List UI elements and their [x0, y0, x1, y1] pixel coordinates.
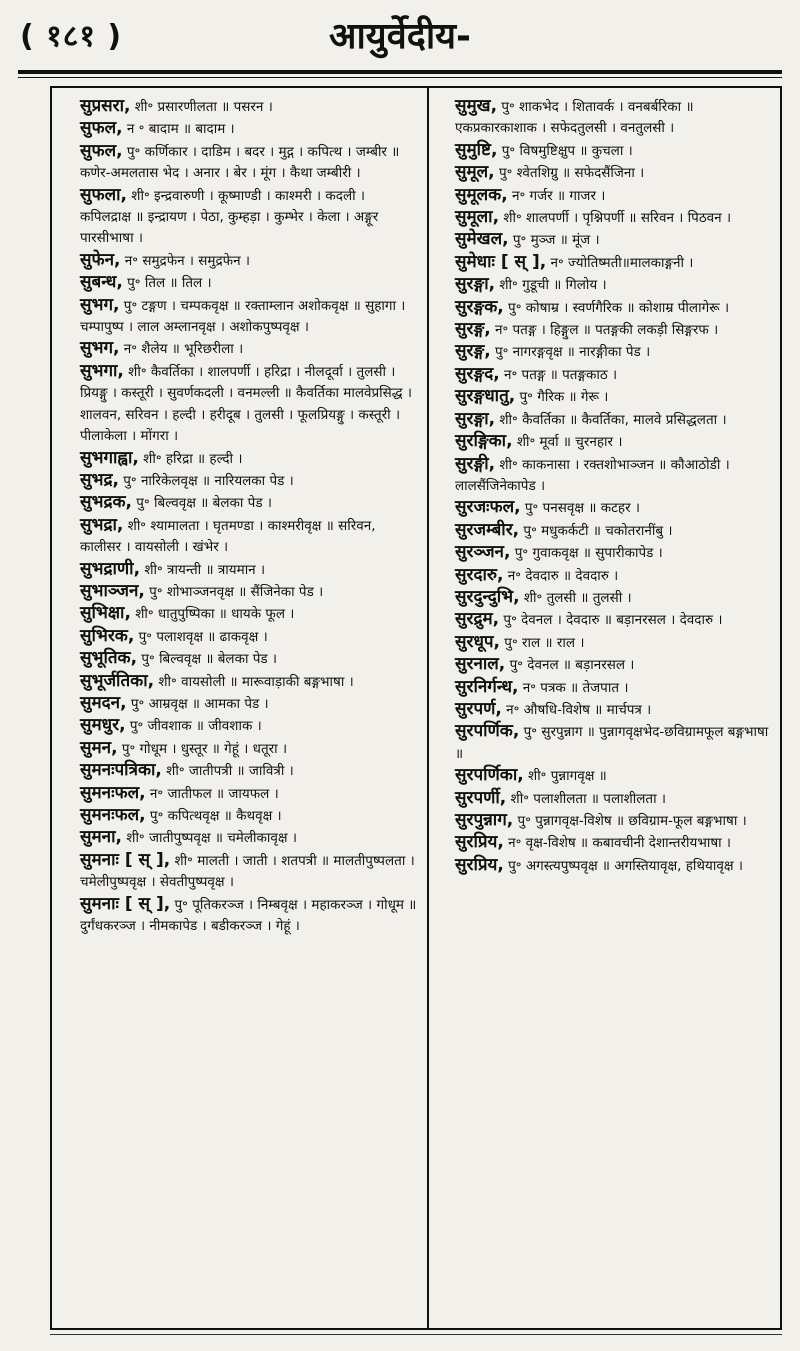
entry-headword: सुरङ्गद,	[455, 363, 500, 384]
entry-headword: सुमदन,	[80, 692, 127, 713]
entry-definition: न॰ शैलेय ॥ भूरिछरीला ।	[119, 341, 244, 358]
dictionary-entry	[455, 341, 773, 363]
entry-headword: सुमूलक,	[455, 184, 508, 205]
running-title: आयुर्वेदीय-	[329, 16, 471, 57]
dictionary-entry	[80, 827, 418, 849]
entry-definition: शी॰ त्रायन्ती ॥ त्रायमान ।	[140, 561, 266, 578]
dictionary-entry	[80, 448, 418, 470]
dictionary-entry	[80, 783, 418, 805]
entry-headword: सुरङ्गी,	[455, 453, 496, 474]
entry-definition: पु॰ टङ्गण । चम्पकवृक्ष ॥ रक्ताम्लान अशोकवृक्ष ॥ सुहागा । चम्पापुष्प । लाल अम्लानवृक्ष । अशोकपुष्पवृक्ष ।	[80, 297, 406, 336]
entry-headword: सुरनाल,	[455, 654, 506, 675]
entry-headword: सुरञ्जन,	[455, 542, 511, 563]
dictionary-entry	[80, 626, 418, 648]
entry-headword: सुफल,	[80, 140, 123, 161]
dictionary-entry	[80, 272, 418, 294]
dictionary-entry	[455, 162, 773, 184]
entry-definition: पु॰ पूतिकरञ्ज । निम्बवृक्ष । महाकरञ्ज । गोधूम ॥ दुर्गंधकरञ्ज । नीमकापेड । बडीकरञ्ज । गेहूं ।	[80, 896, 417, 935]
entry-definition: पु॰ शाकभेद । शितावर्क । वनबर्बरिका ॥ एकप्रकारकाशाक । सफेदतुलसी । वनतुलसी ।	[455, 99, 694, 137]
page-header	[0, 0, 800, 70]
dictionary-entry	[80, 470, 418, 492]
entry-definition: पु॰ गुवाकवृक्ष ॥ सुपारीकापेड ।	[510, 545, 663, 562]
entry-definition: पु॰ बिल्ववृक्ष ॥ बेलका पेड ।	[131, 495, 272, 512]
dictionary-entry	[455, 542, 773, 564]
entry-headword: सुभगा,	[80, 360, 124, 381]
dictionary-entry	[80, 338, 418, 360]
entry-headword: सुभूतिक,	[80, 648, 138, 669]
entry-headword: सुरप्रिय,	[455, 854, 504, 875]
entry-definition: न॰ वृक्ष-विशेष ॥ कबावचीनी देशान्तरीयभाषा ।	[503, 835, 732, 852]
entry-definition: पु॰ गोधूम । धुस्तूर ॥ गेहूं । धतूरा ।	[117, 740, 288, 757]
entry-headword: सुमना,	[80, 827, 122, 848]
entry-definition: शी॰ शालपर्णी । पृश्निपर्णी ॥ सरिवन । पिठवन ।	[499, 210, 732, 227]
entry-definition: न॰ औषधि-विशेष ॥ मार्चपत्र ।	[501, 701, 652, 718]
entry-headword: सुरङ्ग,	[455, 341, 491, 362]
entry-definition: शी॰ हरिद्रा ॥ हल्दी ।	[138, 450, 243, 467]
entry-headword: सुमन,	[80, 737, 118, 758]
entry-definition: शी॰ जातीपत्री ॥ जावित्री ।	[161, 763, 294, 780]
entry-definition: शी॰ श्यामालता । घृतमण्डा । काश्मरीवृक्ष ॥ सरिवन, कालीसर । वायसोली । खंभेर ।	[80, 517, 376, 556]
dictionary-entry	[455, 386, 773, 408]
dictionary-entry	[80, 559, 418, 581]
entry-definition: पु॰ तिल ॥ तिल ।	[122, 275, 212, 292]
entry-headword: सुरपर्णिका,	[455, 765, 524, 786]
entry-headword: सुभग,	[80, 294, 120, 315]
entry-definition: पु॰ कपित्थवृक्ष ॥ कैथवृक्ष ।	[145, 808, 282, 824]
entry-headword: सुरदुन्दुभि,	[455, 586, 520, 607]
entry-definition: शी॰ धातुपुष्पिका ॥ धायके फूल ।	[130, 606, 295, 623]
dictionary-entry	[455, 721, 773, 765]
entry-headword: सुभद्र,	[80, 469, 119, 490]
entry-definition: न॰ समुद्रफेन । समुद्रफेन ।	[120, 252, 250, 269]
entry-definition: न॰ जातीफल ॥ जायफल ।	[145, 785, 279, 802]
entry-headword: सुबन्ध,	[80, 272, 123, 293]
dictionary-entry	[80, 185, 418, 250]
entry-definition: शी॰ कैवर्तिका ॥ कैवर्तिका, मालवे प्रसिद्धलता ।	[495, 411, 727, 428]
entry-definition: न॰ पतङ्ग । हिङ्गुल ॥ पतङ्गकी लकड़ी सिङ्गरफ ।	[490, 322, 719, 339]
entry-headword: सुभद्रा,	[80, 514, 124, 535]
entry-headword: सुरपर्णिक,	[455, 721, 520, 742]
entry-headword: सुभद्राणी,	[80, 558, 141, 579]
entry-headword: सुरप्रिय,	[455, 832, 504, 853]
entry-definition: पु॰ गैरिक ॥ गेरू ।	[515, 389, 609, 406]
entry-headword: सुरजम्बीर,	[455, 519, 520, 540]
dictionary-entry	[455, 855, 773, 877]
dictionary-entry	[455, 185, 773, 207]
entry-definition: न॰ पतङ्ग ॥ पतङ्गकाठ ।	[499, 366, 618, 383]
entry-definition: पु॰ देवनल । देवदारु ॥ बड़ानरसल । देवदारु ।	[499, 612, 723, 629]
dictionary-entry	[455, 810, 773, 832]
entry-headword: सुरपर्णी,	[455, 787, 507, 808]
entry-definition: पु॰ देवनल ॥ बड़ानरसल ।	[505, 657, 635, 674]
entry-headword: सुरद्रुम,	[455, 609, 500, 630]
dictionary-entry	[455, 565, 773, 587]
entry-definition: शी॰ मालती । जाती । शतपत्री ॥ मालतीपुष्पलता । चमेलीपुष्पवृक्ष । सेवतीपुष्पवृक्ष ।	[80, 852, 415, 891]
entry-definition: पु॰ शोभाञ्जनवृक्ष ॥ सैंजिनेका पेड ।	[144, 583, 324, 600]
left-column	[80, 96, 418, 937]
entry-headword: सुरपर्ण,	[455, 698, 502, 719]
dictionary-entry	[80, 515, 418, 559]
entry-headword: सुमनःपत्रिका,	[80, 760, 162, 781]
entry-definition: पु॰ पनसवृक्ष ॥ कटहर ।	[520, 500, 641, 517]
dictionary-entry	[80, 581, 418, 603]
entry-definition: पु॰ आम्रवृक्ष ॥ आमका पेड ।	[126, 695, 269, 712]
entry-headword: सुमनःफल,	[80, 805, 146, 825]
entry-headword: सुरङ्गिका,	[455, 431, 513, 452]
entry-definition: शी॰ मूर्वा ॥ चुरनहार ।	[512, 434, 623, 451]
dictionary-entry	[80, 738, 418, 760]
entry-definition: पु॰ मुञ्ज ॥ मूंज ।	[508, 232, 600, 249]
entry-headword: सुरपुन्नाग,	[455, 810, 514, 830]
entry-headword: सुप्रसरा,	[80, 96, 131, 116]
entry-definition: पु॰ सुरपुन्नाग ॥ पुन्नागवृक्षभेद-छविग्रामफूल बङ्गभाषा ॥	[455, 724, 769, 762]
entry-definition: शी॰ तुलसी ॥ तुलसी ।	[519, 589, 632, 606]
entry-headword: सुरधूप,	[455, 631, 501, 652]
dictionary-entry	[80, 671, 418, 693]
entry-definition: शी॰ पलाशीलता ॥ पलाशीलता ।	[506, 790, 667, 807]
dictionary-entry	[80, 492, 418, 514]
entry-headword: सुभगाह्वा,	[80, 447, 139, 468]
dictionary-entry	[80, 648, 418, 670]
right-column	[455, 96, 773, 877]
header-rule-thick	[18, 70, 782, 74]
entry-headword: सुरङ्गधातु,	[455, 386, 516, 407]
dictionary-entry	[455, 699, 773, 721]
dictionary-entry	[455, 497, 773, 519]
header-rule-thin	[18, 77, 782, 78]
entry-headword: सुभद्रक,	[80, 492, 132, 513]
entry-headword: सुरङ्ग,	[455, 319, 491, 340]
dictionary-entry	[80, 805, 418, 827]
dictionary-entry	[455, 520, 773, 542]
dictionary-entry	[80, 141, 418, 185]
dictionary-entry	[455, 319, 773, 341]
entry-definition: पु॰ कोषाम्र । स्वर्णगैरिक ॥ कोशाम्र पीलागेरू ।	[503, 299, 730, 316]
entry-definition: न॰ ज्योतिष्मती॥मालकाङ्गनी ।	[546, 254, 694, 271]
entry-definition: पु॰ अगस्त्यपुष्पवृक्ष ॥ अगस्तियावृक्ष, हथियावृक्ष ।	[503, 857, 743, 874]
entry-definition: पु॰ नागरङ्गवृक्ष ॥ नारङ्गीका पेड ।	[490, 344, 651, 361]
dictionary-entry	[80, 850, 418, 894]
entry-headword: सुफेन,	[80, 249, 121, 270]
entry-headword: सुरङ्गा,	[455, 408, 496, 429]
entry-headword: सुरङ्गा,	[455, 274, 496, 295]
dictionary-entry	[455, 207, 773, 229]
entry-definition: शी॰ कैवर्तिका । शालपर्णी । हरिद्रा । नीलदूर्वा । तुलसी । प्रियङ्गु । कस्तूरी । सुवर्णकदली । वनमल्ली ॥ कैवर्तिका मालवेप्रसिद्ध । शालवन, सरिवन । हल्दी । हरीदूब । तुलसी । फूलप्रियङ्गु । कस्तूरी । पीलाकेला । मोंगरा ।	[80, 363, 412, 445]
dictionary-entry	[455, 252, 773, 274]
dictionary-entry	[455, 832, 773, 854]
entry-definition: न ॰ बादाम ॥ बादाम ।	[122, 121, 235, 138]
entry-headword: सुमेखल,	[455, 229, 509, 250]
entry-definition: न॰ देवदारु ॥ देवदारु ।	[503, 567, 619, 584]
dictionary-entry	[455, 274, 773, 296]
entry-definition: शी॰ इन्द्रवारुणी । कूष्माण्डी । काश्मरी । कदली । कपिलद्राक्ष ॥ इन्द्रायण । पेठा, कुम्हड़ा । कुम्भेर । केला । अङ्गूर पारसीभाषा ।	[80, 187, 379, 247]
dictionary-entry	[455, 409, 773, 431]
entry-headword: सुभाञ्जन,	[80, 580, 145, 601]
entry-headword: सुमुख,	[455, 96, 498, 116]
entry-definition: न॰ पत्रक ॥ तेजपात ।	[518, 679, 629, 696]
entry-definition: पु॰ विषमुष्टिक्षुप ॥ कुचला ।	[497, 142, 633, 159]
entry-headword: सुमूला,	[455, 207, 500, 228]
dictionary-entry	[80, 693, 418, 715]
dictionary-entry	[455, 96, 773, 140]
entry-headword: सुफल,	[80, 118, 123, 139]
entry-definition: शी॰ पुन्नागवृक्ष ॥	[523, 768, 607, 785]
footer-rule	[50, 1334, 782, 1335]
entry-headword: सुरङ्गक,	[455, 296, 504, 317]
dictionary-entry	[80, 361, 418, 448]
dictionary-entry	[80, 118, 418, 140]
entry-headword: सुभिरक,	[80, 625, 135, 646]
entry-definition: शी॰ काकनासा । रक्तशोभाञ्जन ॥ कौआठोडी । लालसैंजिनेकापेड ।	[455, 456, 730, 494]
entry-definition: पु॰ बिल्ववृक्ष ॥ बेलका पेड ।	[137, 651, 278, 668]
entry-headword: सुमनःफल,	[80, 782, 146, 803]
entry-headword: सुमधुर,	[80, 715, 126, 736]
dictionary-entry	[455, 364, 773, 386]
column-divider	[427, 86, 429, 1330]
dictionary-entry	[80, 715, 418, 737]
dictionary-entry	[455, 454, 773, 498]
entry-definition: शी॰ जातीपुष्पवृक्ष ॥ चमेलीकावृक्ष ।	[121, 830, 297, 847]
entry-definition: पु॰ कर्णिकार । दाडिम । बदर । मुद्ग । कपित्थ । जम्बीर ॥ कणेर-अमलतास भेद । अनार । बेर । मूंग । कैथा जम्बीरी ।	[80, 143, 400, 182]
entry-headword: सुभग,	[80, 338, 120, 359]
entry-definition: शी॰ प्रसारणीलता ॥ पसरन ।	[130, 99, 273, 115]
entry-definition: पु॰ मधुकर्कटी ॥ चकोतरानींबु ।	[519, 522, 673, 539]
entry-headword: सुभिक्षा,	[80, 603, 131, 624]
entry-definition: शी॰ गुडूची ॥ गिलोय ।	[495, 277, 607, 294]
entry-headword: सुमूल,	[455, 162, 495, 183]
entry-headword: सुरजःफल,	[455, 497, 521, 518]
dictionary-entry	[455, 140, 773, 162]
entry-definition: पु॰ श्वेतशिग्रु ॥ सफेदसैंजिना ।	[494, 165, 645, 182]
dictionary-entry	[455, 788, 773, 810]
entry-headword: सुफला,	[80, 184, 127, 205]
entry-headword: सुरनिर्गन्ध,	[455, 676, 519, 697]
dictionary-entry	[80, 760, 418, 782]
entry-definition: न॰ गर्जर ॥ गाजर ।	[507, 187, 606, 204]
entry-definition: पु॰ राल ॥ राल ।	[500, 634, 585, 651]
dictionary-entry	[455, 654, 773, 676]
page-number: ( १८१ )	[20, 19, 123, 54]
entry-definition: पु॰ पलाशवृक्ष ॥ ढाकवृक्ष ।	[134, 628, 268, 645]
entry-headword: सुमनाः [ स् ],	[80, 849, 171, 870]
entry-headword: सुमुष्टि,	[455, 139, 498, 160]
entry-definition: पु॰ जीवशाक ॥ जीवशाक ।	[125, 718, 262, 735]
dictionary-entry	[80, 894, 418, 938]
dictionary-entry	[80, 295, 418, 339]
entry-headword: सुरदारु,	[455, 564, 504, 585]
dictionary-entry	[80, 603, 418, 625]
dictionary-entry	[455, 609, 773, 631]
entry-definition: पु॰ पुन्नागवृक्ष-विशेष ॥ छविग्राम-फूल बङ्गभाषा ।	[513, 813, 747, 829]
entry-definition: पु॰ नारिकेलवृक्ष ॥ नारियलका पेड ।	[118, 472, 294, 489]
dictionary-entry	[455, 677, 773, 699]
dictionary-entry	[80, 96, 418, 118]
entry-headword: सुमेधाः [ स् ],	[455, 251, 547, 272]
dictionary-entry	[455, 587, 773, 609]
entry-headword: सुमनाः [ स् ],	[80, 893, 171, 914]
dictionary-entry	[455, 632, 773, 654]
dictionary-entry	[455, 229, 773, 251]
dictionary-entry	[455, 297, 773, 319]
entry-definition: शी॰ वायसोली ॥ मारूवाड़ाकी बङ्गभाषा ।	[154, 673, 354, 690]
entry-headword: सुभूर्जतिका,	[80, 670, 155, 691]
dictionary-entry	[455, 765, 773, 787]
dictionary-entry	[80, 250, 418, 272]
dictionary-entry	[455, 431, 773, 453]
